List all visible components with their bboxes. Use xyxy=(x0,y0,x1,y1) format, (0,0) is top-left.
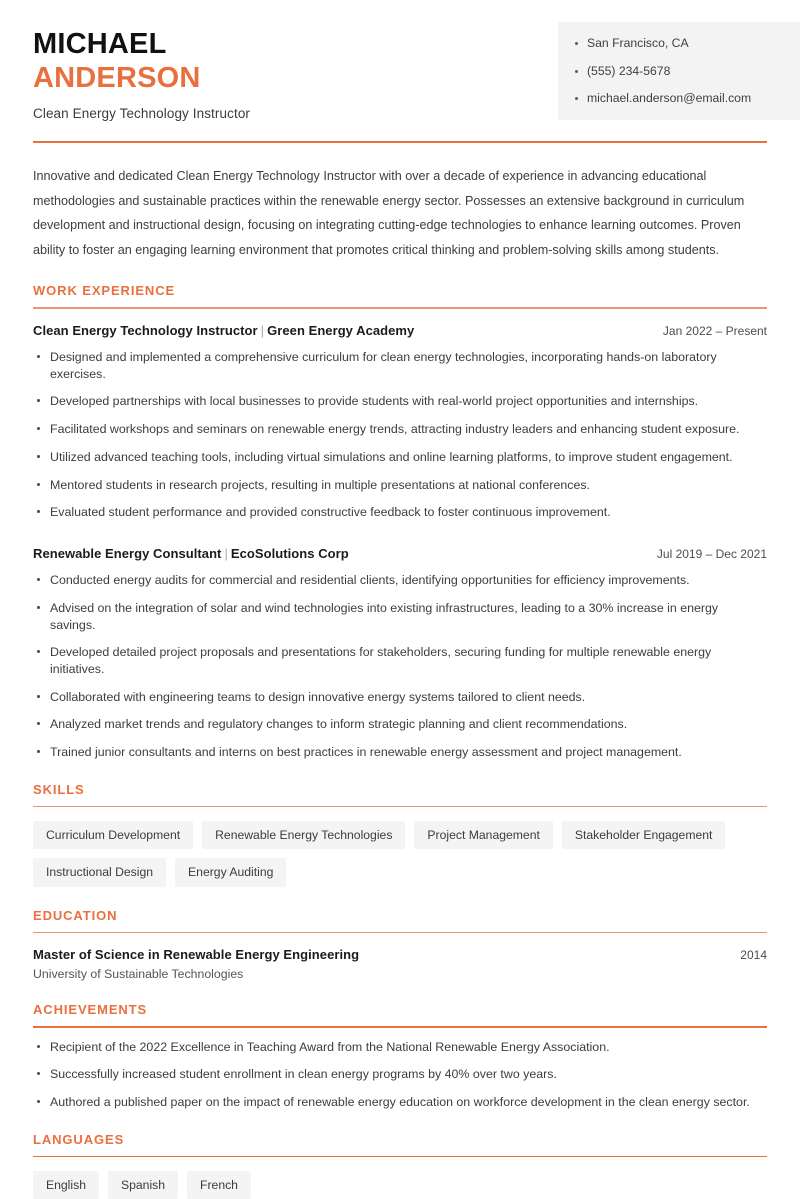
skill-chip: Instructional Design xyxy=(33,858,166,886)
header-divider xyxy=(33,141,767,143)
title-separator: | xyxy=(260,322,265,338)
section-title-skills: SKILLS xyxy=(33,781,85,797)
experience-entry-header xyxy=(33,546,767,561)
skill-chip: Project Management xyxy=(414,821,552,849)
experience-date: Jul 2019 – Dec 2021 xyxy=(656,547,767,562)
professional-summary: Innovative and dedicated Clean Energy Technology Instructor with over a decade of experience in advancing educational methodologies and sustainable practices within the renewable energy sector. Possesses an extensive background in curriculum development and instructional design, focusing on integrating cutting-edge technologies to enhance learning outcomes. Proven ability to foster an engaging learning environment that promotes critical thinking and problem-solving skills among students. xyxy=(33,169,745,257)
section-education xyxy=(33,908,767,982)
list-item: Conducted energy audits for commercial and residential clients, identifying opportunities for efficiency improvements. xyxy=(33,572,767,589)
section-divider xyxy=(33,932,767,934)
education-degree: Master of Science in Renewable Energy Engineering xyxy=(33,947,360,963)
experience-role: Clean Energy Technology Instructor xyxy=(33,322,258,338)
skill-chip: Stakeholder Engagement xyxy=(562,821,726,849)
skill-chip: Renewable Energy Technologies xyxy=(202,821,405,849)
headline-job-title: Clean Energy Technology Instructor xyxy=(33,106,251,122)
experience-entry xyxy=(33,546,767,761)
resume-header xyxy=(0,0,800,121)
list-item: Successfully increased student enrollment in clean energy programs by 40% over two years. xyxy=(33,1066,767,1083)
experience-company: EcoSolutions Corp xyxy=(230,546,349,562)
list-item: Analyzed market trends and regulatory changes to inform strategic planning and client recommendations. xyxy=(33,716,767,733)
section-title-education: EDUCATION xyxy=(33,907,118,923)
education-year: 2014 xyxy=(740,948,767,963)
experience-bullets xyxy=(33,572,767,761)
contact-box xyxy=(558,22,800,120)
section-divider xyxy=(33,806,767,808)
experience-role: Renewable Energy Consultant xyxy=(33,546,222,562)
list-item: Recipient of the 2022 Excellence in Teaching Award from the National Renewable Energy Association. xyxy=(33,1039,767,1056)
list-item: Trained junior consultants and interns on best practices in renewable energy assessment and project management. xyxy=(33,744,767,761)
section-title-work-experience: WORK EXPERIENCE xyxy=(33,283,176,299)
skills-chip-list xyxy=(33,821,767,886)
achievements-list xyxy=(33,1039,767,1111)
contact-email: michael.anderson@email.com xyxy=(574,91,780,106)
section-languages xyxy=(33,1132,767,1199)
section-title-languages: LANGUAGES xyxy=(33,1131,125,1147)
first-name: MICHAEL xyxy=(33,28,167,60)
list-item: Developed detailed project proposals and presentations for stakeholders, securing funding for multiple renewable energy initiatives. xyxy=(33,644,767,677)
skill-chip: Curriculum Development xyxy=(33,821,193,849)
education-institution: University of Sustainable Technologies xyxy=(33,967,244,982)
section-achievements xyxy=(33,1002,767,1111)
list-item: Designed and implemented a comprehensive curriculum for clean energy technologies, incorporating hands-on laboratory exercises. xyxy=(33,349,767,382)
section-skills xyxy=(33,782,767,887)
contact-list xyxy=(574,36,780,106)
language-chip: French xyxy=(187,1171,251,1199)
list-item: Facilitated workshops and seminars on renewable energy trends, attracting industry leaders and enhancing student exposure. xyxy=(33,421,767,438)
list-item: Mentored students in research projects, resulting in multiple presentations at national conferences. xyxy=(33,477,767,494)
education-entry xyxy=(33,947,767,981)
language-chip: Spanish xyxy=(108,1171,178,1199)
contact-phone: (555) 234-5678 xyxy=(574,64,780,79)
experience-company: Green Energy Academy xyxy=(267,322,415,338)
experience-title-line xyxy=(33,323,414,338)
resume-content xyxy=(0,164,800,1199)
section-work-experience xyxy=(33,283,767,761)
contact-location: San Francisco, CA xyxy=(574,36,780,51)
list-item: Advised on the integration of solar and wind technologies into existing infrastructures, leading to a 30% increase in energy savings. xyxy=(33,600,767,633)
education-entry-header xyxy=(33,947,767,962)
section-title-achievements: ACHIEVEMENTS xyxy=(33,1002,148,1018)
experience-title-line xyxy=(33,546,349,561)
skill-chip: Energy Auditing xyxy=(175,858,286,886)
experience-entry-header xyxy=(33,323,767,338)
list-item: Utilized advanced teaching tools, including virtual simulations and online learning platforms, to improve student engagement. xyxy=(33,449,767,466)
section-divider xyxy=(33,1156,767,1158)
last-name: ANDERSON xyxy=(33,61,201,94)
experience-date: Jan 2022 – Present xyxy=(662,323,767,338)
language-chip: English xyxy=(33,1171,99,1199)
section-divider xyxy=(33,1026,767,1028)
languages-chip-list xyxy=(33,1171,767,1199)
title-separator: | xyxy=(224,546,228,562)
identity-block xyxy=(33,22,250,121)
section-divider xyxy=(33,307,767,309)
list-item: Developed partnerships with local businesses to provide students with real-world project opportunities and internships. xyxy=(33,393,767,410)
experience-bullets xyxy=(33,349,767,521)
list-item: Authored a published paper on the impact of renewable energy education on workforce development in the clean energy sector. xyxy=(33,1094,767,1111)
list-item: Evaluated student performance and provided constructive feedback to foster continuous improvement. xyxy=(33,504,767,521)
list-item: Collaborated with engineering teams to design innovative energy systems tailored to client needs. xyxy=(33,689,767,706)
experience-entry xyxy=(33,323,767,521)
